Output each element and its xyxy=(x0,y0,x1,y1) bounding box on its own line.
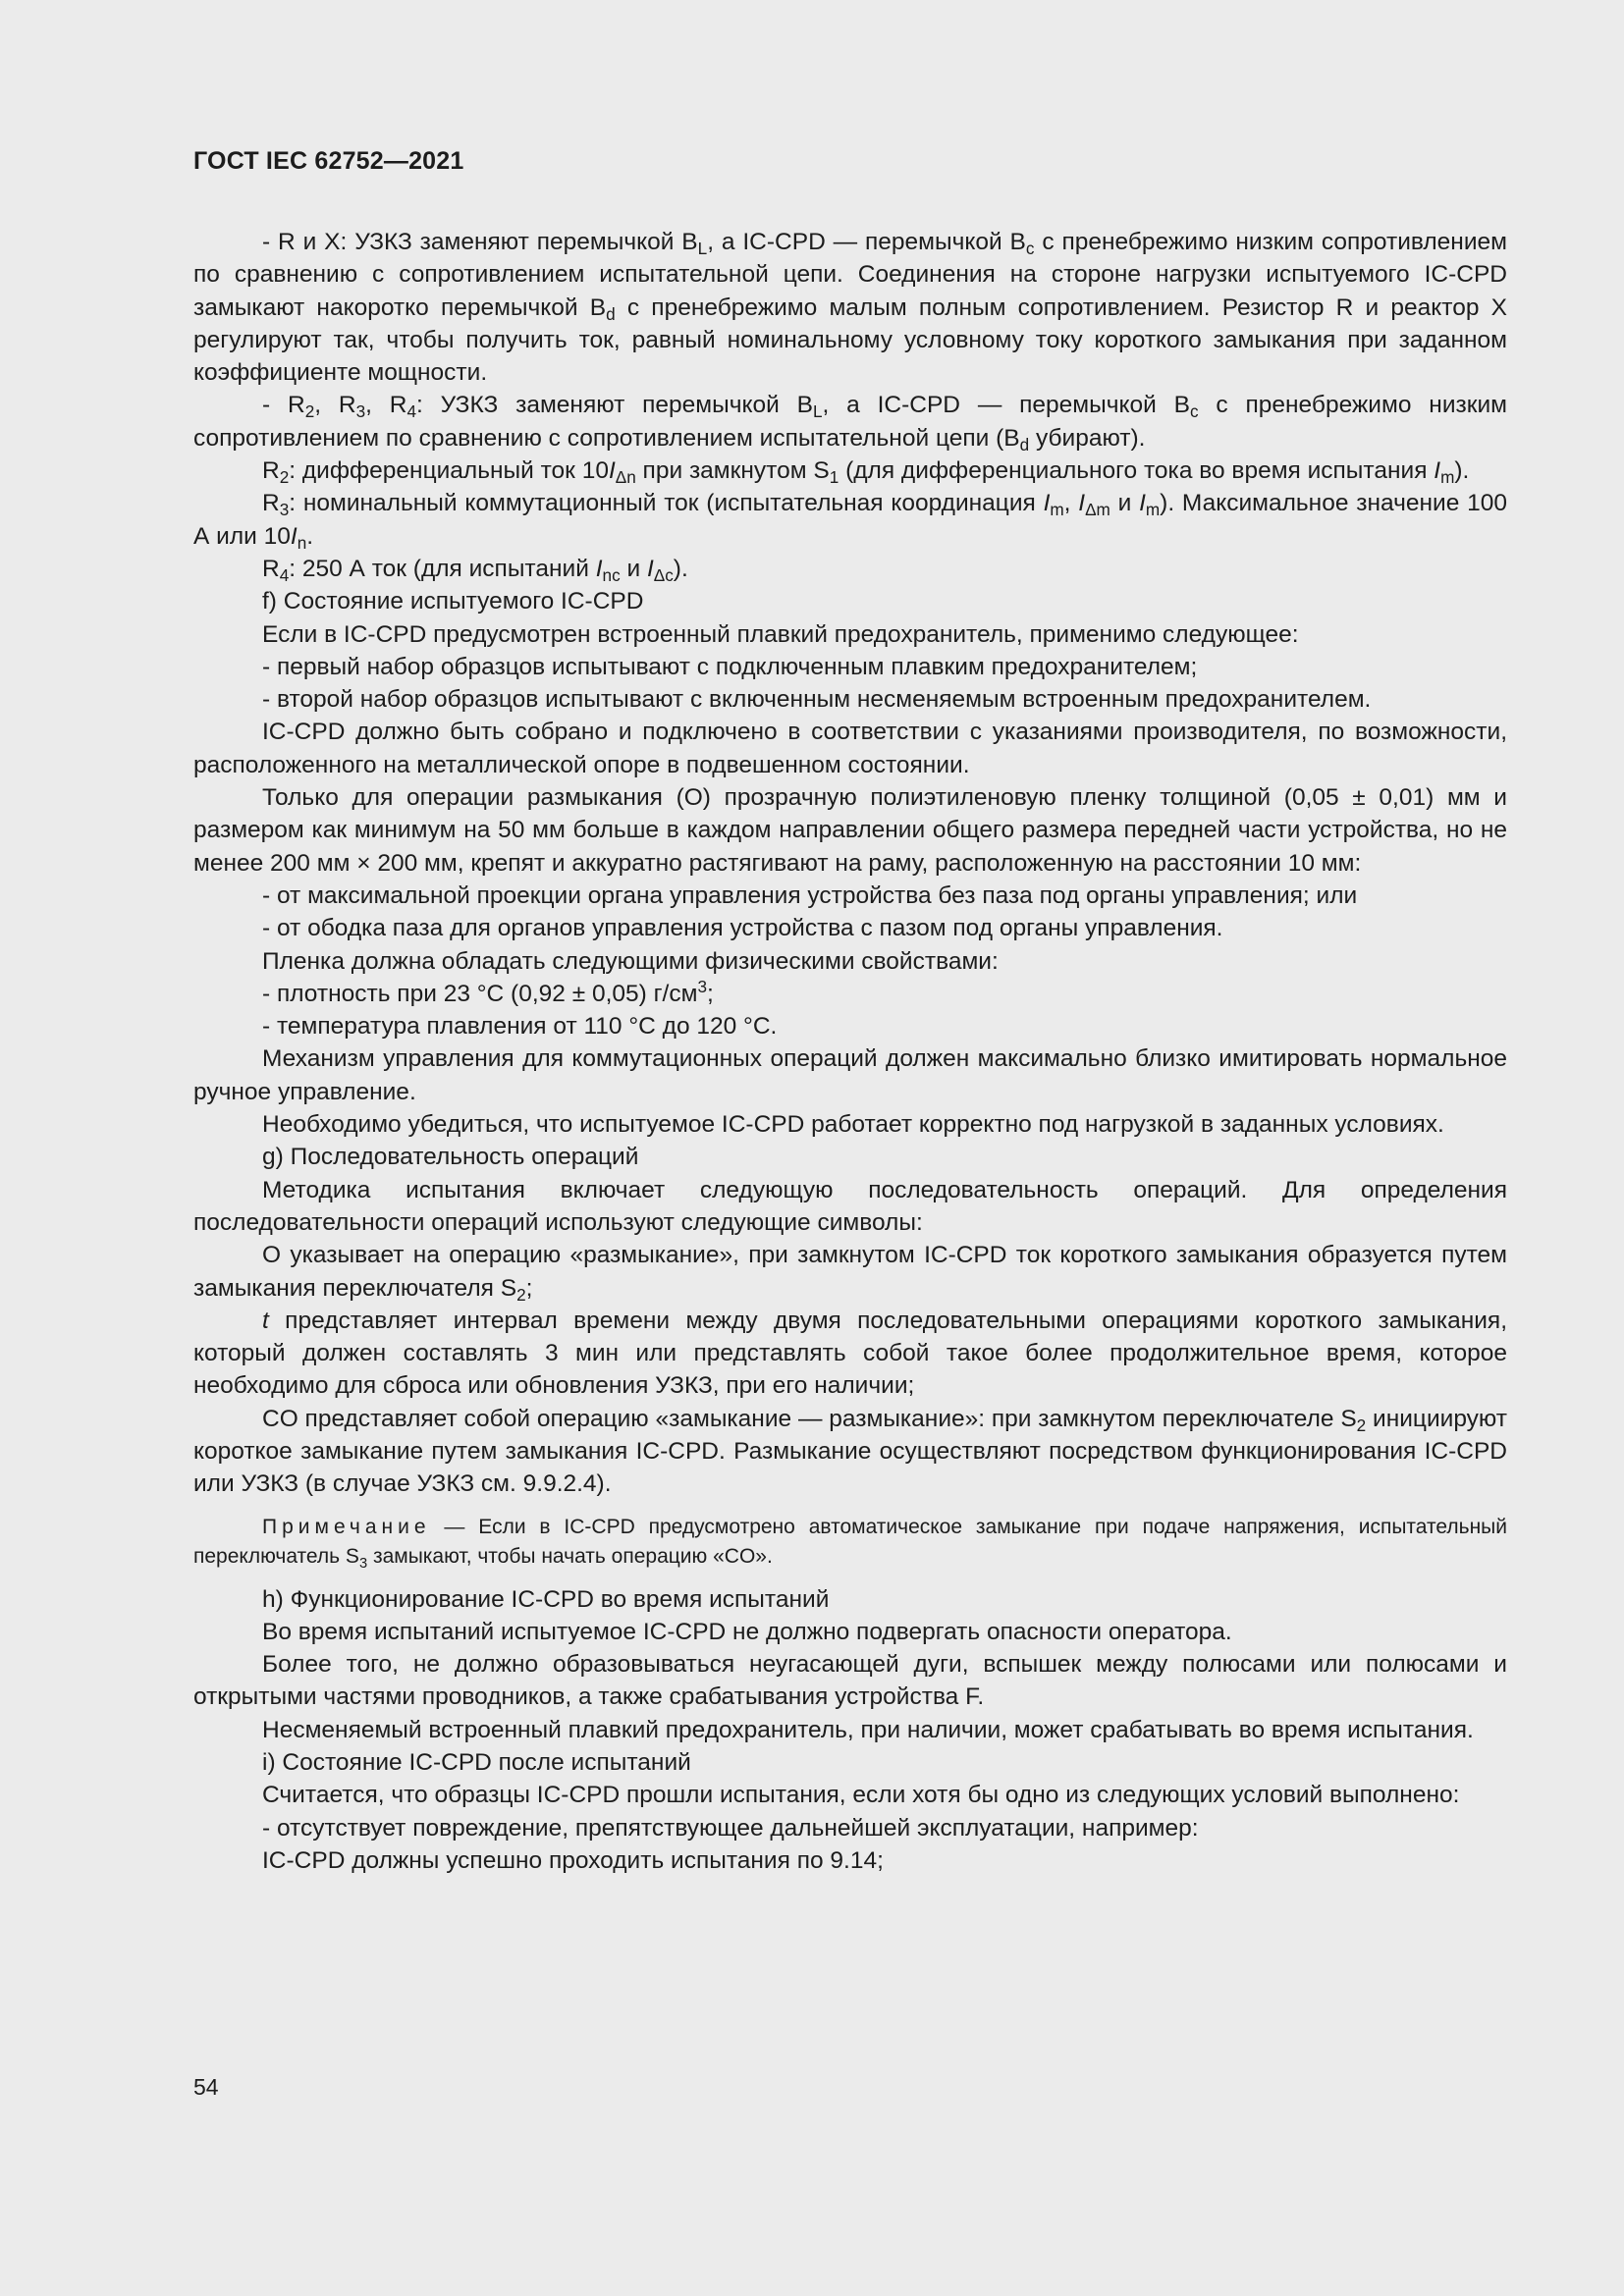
paragraph: t представляет интервал времени между двумя последовательными операциями короткого замыкания, который должен составлять 3 мин или представлять собой такое более продолжительное время, которое необходимо для сброса или обновления УЗКЗ, при его наличии; xyxy=(193,1307,1507,1400)
list-item: - второй набор образцов испытывают с включенным несменяемым встроенным предохранителем. xyxy=(262,686,1372,714)
note: Примечание — Если в IC-CPD предусмотрено автоматическое замыкание при подаче напряжения, испытательный переключатель $S_3$ замыкают, чтобы начать операцию «CO». xyxy=(193,1515,1507,1572)
paragraph: Несменяемый встроенный плавкий предохранитель, при наличии, может срабатывать во время испытания. xyxy=(262,1716,1474,1743)
paragraph: Пленка должна обладать следующими физическими свойствами: xyxy=(262,947,999,975)
list-item: - первый набор образцов испытывают с подключенным плавким предохранителем; xyxy=(262,653,1198,680)
list-item: - от максимальной проекции органа управления устройства без паза под органы управления; или xyxy=(262,881,1358,909)
paragraph: Считается, что образцы IC-CPD прошли испытания, если хотя бы одно из следующих условий выполнено: xyxy=(262,1782,1460,1809)
list-item: - температура плавления от 110 °С до 120 °С. xyxy=(262,1013,778,1041)
paragraph-r3: $R_3$: номинальный коммутационный ток (испытательная координация $I_m$, $I_{\Delta m}$ и $I_m$). Максимальное значение 100 А или $10I_n$. xyxy=(193,490,1507,553)
section-heading-h: h) Функционирование IC-CPD во время испытаний xyxy=(262,1585,830,1613)
paragraph: Если в IC-CPD предусмотрен встроенный плавкий предохранитель, применимо следующее: xyxy=(262,620,1299,648)
document-body xyxy=(193,226,1507,1877)
list-item: - отсутствует повреждение, препятствующее дальнейшей эксплуатации, например: xyxy=(262,1814,1199,1842)
document-header: ГОСТ IEC 62752—2021 xyxy=(193,147,464,175)
paragraph-r-x: - R и X: УЗКЗ заменяют перемычкой $B_L$, а IC-CPD — перемычкой $B_c$ с пренебрежимо низким сопротивлением по сравнению с сопротивлением испытательной цепи. Соединения на стороне нагрузки испытуемого IC-CPD замыкают накоротко перемычкой $B_d$ с пренебрежимо малым полным сопротивлением. Резистор R и реактор X регулируют так, чтобы получить ток, равный номинальному условному току короткого замыкания при заданном коэффициенте мощности. xyxy=(193,229,1507,387)
page-number: 54 xyxy=(193,2074,219,2100)
section-heading-f: f) Состояние испытуемого IC-CPD xyxy=(262,588,644,615)
list-item: - от ободка паза для органов управления устройства с пазом под органы управления. xyxy=(262,915,1223,942)
paragraph: CO представляет собой операцию «замыкание — размыкание»: при замкнутом переключателе $S_2$ инициируют короткое замыкание путем замыкания IC-CPD. Размыкание осуществляют посредством функционирования IC-CPD или УЗКЗ (в случае УЗКЗ см. 9.9.2.4). xyxy=(193,1405,1507,1498)
paragraph: Необходимо убедиться, что испытуемое IC-CPD работает корректно под нагрузкой в заданных условиях. xyxy=(262,1111,1444,1139)
paragraph: IC-CPD должны успешно проходить испытания по 9.14; xyxy=(262,1846,884,1874)
paragraph-r2-r3-r4: - $R_2$, $R_3$, $R_4$: УЗКЗ заменяют перемычкой $B_L$, а IC-CPD — перемычкой $B_c$ с пренебрежимо низким сопротивлением по сравнению с сопротивлением испытательной цепи ($B_d$ убирают). xyxy=(193,392,1507,454)
paragraph: Во время испытаний испытуемое IC-CPD не должно подвергать опасности оператора. xyxy=(262,1618,1232,1645)
note-label: Примечание xyxy=(262,1515,431,1538)
section-heading-g: g) Последовательность операций xyxy=(262,1144,639,1171)
paragraph: Методика испытания включает следующую последовательность операций. Для определения последовательности операций используют следующие символы: xyxy=(193,1176,1507,1236)
paragraph: Более того, не должно образовываться неугасающей дуги, вспышек между полюсами или полюсами и открытыми частями проводников, а также срабатывания устройства F. xyxy=(193,1651,1507,1711)
section-heading-i: i) Состояние IC-CPD после испытаний xyxy=(262,1749,691,1777)
paragraph: Механизм управления для коммутационных операций должен максимально близко имитировать нормальное ручное управление. xyxy=(193,1045,1507,1105)
list-item: - плотность при 23 °С (0,92 ± 0,05) $г/см^3$; xyxy=(262,976,714,1007)
paragraph: Только для операции размыкания (O) прозрачную полиэтиленовую пленку толщиной (0,05 ± 0,01) мм и размером как минимум на 50 мм больше в каждом направлении общего размера передней части устройства, но не менее 200 мм × 200 мм, крепят и аккуратно растягивают на раму, расположенную на расстоянии 10 мм: xyxy=(193,784,1507,877)
paragraph-r2: $R_2$: дифференциальный ток $10I_{\Delta n}$ при замкнутом $S_1$ (для дифференциального тока во время испытания $I_m$). xyxy=(262,457,1470,488)
paragraph-r4: $R_4$: 250 А ток (для испытаний $I_{nc}$ и $I_{\Delta c}$). xyxy=(262,555,688,585)
paragraph: IC-CPD должно быть собрано и подключено в соответствии с указаниями производителя, по возможности, расположенного на металлической опоре в подвешенном состоянии. xyxy=(193,719,1507,778)
paragraph: O указывает на операцию «размыкание», при замкнутом IC-CPD ток короткого замыкания образуется путем замыкания переключателя $S_2$; xyxy=(193,1242,1507,1305)
